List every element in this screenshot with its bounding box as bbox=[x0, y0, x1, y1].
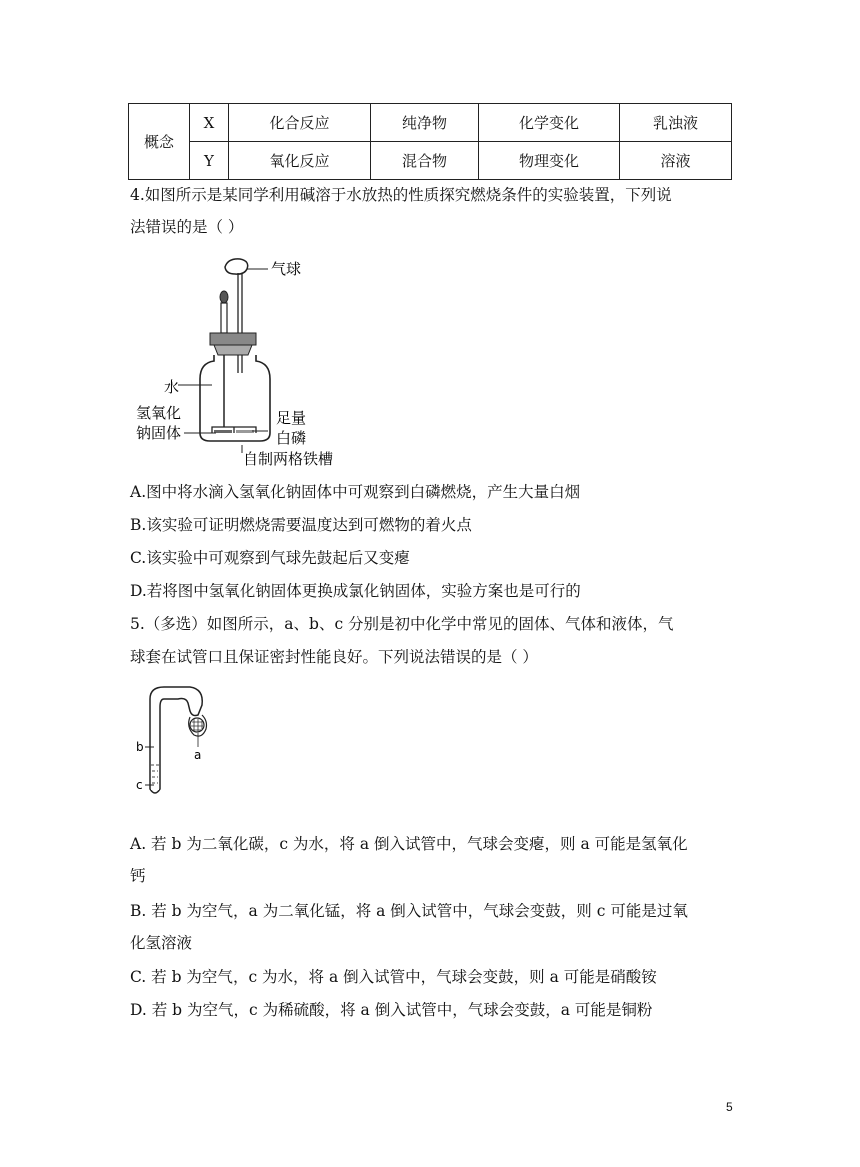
q5-option-c: C. 若 b 为空气，c 为水，将 a 倒入试管中，气球会变鼓，则 a 可能是硝酸铵 bbox=[130, 968, 657, 986]
table-cell: 化合反应 bbox=[229, 104, 371, 142]
label-naoh-2: 钠固体 bbox=[136, 424, 182, 442]
table-row-key: X bbox=[190, 104, 229, 142]
label-water: 水 bbox=[164, 378, 180, 396]
table-row bbox=[129, 142, 732, 180]
table-header-cell: 概念 bbox=[129, 104, 190, 180]
combustion-apparatus-figure bbox=[130, 255, 350, 470]
table-cell: 氧化反应 bbox=[229, 142, 371, 180]
label-naoh-1: 氢氧化 bbox=[136, 404, 182, 422]
balloon-shape bbox=[225, 259, 248, 274]
q5-option-d: D. 若 b 为空气，c 为稀硫酸，将 a 倒入试管中，气球会变鼓，a 可能是铜粉 bbox=[130, 1001, 653, 1019]
label-c: c bbox=[136, 778, 143, 792]
label-b: b bbox=[136, 740, 144, 754]
table-cell: 溶液 bbox=[620, 142, 732, 180]
q5-stem-line2: 球套在试管口且保证密封性能良好。下列说法错误的是（ ） bbox=[130, 648, 538, 666]
q5-option-a-line1: A. 若 b 为二氧化碳，c 为水，将 a 倒入试管中，气球会变瘪，则 a 可能是氢氧化 bbox=[130, 835, 688, 853]
q4-option-d: D.若将图中氢氧化钠固体更换成氯化钠固体，实验方案也是可行的 bbox=[130, 582, 581, 600]
label-phosphorus-1: 足量 bbox=[276, 409, 307, 427]
table-cell: 混合物 bbox=[371, 142, 479, 180]
q4-stem-line1: 4.如图所示是某同学利用碱溶于水放热的性质探究燃烧条件的实验装置，下列说 bbox=[130, 186, 672, 204]
q5-option-b-line1: B. 若 b 为空气，a 为二氧化锰，将 a 倒入试管中，气球会变鼓，则 c 可能是过氧 bbox=[130, 902, 688, 920]
test-tube-balloon-figure bbox=[132, 685, 222, 815]
table-cell: 纯净物 bbox=[371, 104, 479, 142]
concept-table bbox=[128, 103, 732, 180]
q4-option-b: B.该实验可证明燃烧需要温度达到可燃物的着火点 bbox=[130, 516, 472, 534]
q5-option-b-line2: 化氢溶液 bbox=[130, 934, 193, 952]
q4-stem-line2: 法错误的是（ ） bbox=[130, 218, 244, 236]
label-a: a bbox=[194, 748, 202, 762]
label-trough: 自制两格铁槽 bbox=[243, 450, 334, 468]
table-row bbox=[129, 104, 732, 142]
label-balloon: 气球 bbox=[271, 260, 302, 278]
q4-option-a: A.图中将水滴入氢氧化钠固体中可观察到白磷燃烧，产生大量白烟 bbox=[130, 483, 581, 501]
table-cell: 物理变化 bbox=[479, 142, 620, 180]
label-phosphorus-2: 白磷 bbox=[276, 429, 307, 447]
q5-stem-line1: 5.（多选）如图所示，a、b、c 分别是初中化学中常见的固体、气体和液体，气 bbox=[130, 615, 674, 633]
q5-option-a-line2: 钙 bbox=[130, 867, 146, 885]
table-row-key: Y bbox=[190, 142, 229, 180]
q4-option-c: C.该实验中可观察到气球先鼓起后又变瘪 bbox=[130, 549, 410, 567]
page-number: 5 bbox=[726, 1100, 733, 1114]
table-cell: 乳浊液 bbox=[620, 104, 732, 142]
table-cell: 化学变化 bbox=[479, 104, 620, 142]
